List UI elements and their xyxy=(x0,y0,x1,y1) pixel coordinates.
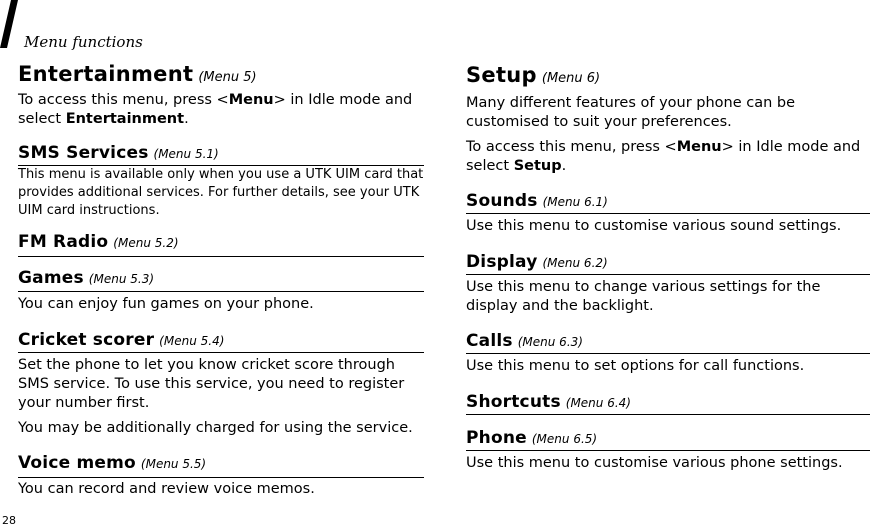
menu-ref: (Menu 6.5) xyxy=(531,432,598,446)
calls-body: Use this menu to set options for call functions. xyxy=(466,358,805,374)
subsection-heading-voice-memo: Voice memo (Menu 5.5) xyxy=(18,453,207,473)
section-heading-setup xyxy=(466,63,600,87)
subsection-heading-sounds: Sounds (Menu 6.1) xyxy=(466,191,608,211)
entertainment-intro: To access this menu, press <Menu> in Idle mode and select Entertainment. xyxy=(18,92,413,127)
divider xyxy=(466,414,870,415)
subsection-heading-shortcuts: Shortcuts (Menu 6.4) xyxy=(466,392,631,412)
target-menu-label: Entertainment xyxy=(65,111,185,127)
subsection-heading-sms-services: SMS Services (Menu 5.1) xyxy=(18,143,219,163)
menu-key-label: Menu xyxy=(228,92,274,108)
header-accent-bar xyxy=(0,0,18,48)
menu-ref: (Menu 5.2) xyxy=(113,236,179,250)
heading-text: Setup xyxy=(466,63,537,87)
menu-ref: (Menu 6.1) xyxy=(542,195,608,209)
games-body: You can enjoy fun games on your phone. xyxy=(18,296,314,312)
display-body: Use this menu to change various settings for the display and the backlight. xyxy=(466,279,821,314)
subsection-heading-calls: Calls (Menu 6.3) xyxy=(466,331,583,351)
divider xyxy=(18,352,424,353)
heading-text: Entertainment xyxy=(18,62,194,86)
setup-description: Many different features of your phone can be customised to suit your preferences. xyxy=(466,95,796,130)
divider xyxy=(466,353,870,354)
menu-ref: (Menu 5) xyxy=(198,70,257,85)
divider xyxy=(466,274,870,275)
subsection-heading-games: Games (Menu 5.3) xyxy=(18,268,155,288)
subsection-heading-cricket-scorer: Cricket scorer (Menu 5.4) xyxy=(18,330,225,350)
cricket-scorer-charge-note: You may be additionally charged for using the service. xyxy=(18,420,413,436)
phone-body: Use this menu to customise various phone settings. xyxy=(466,455,843,471)
sms-services-body: This menu is available only when you use a UTK UIM card that provides additional services. For further details, see your UTK UIM card instructions. xyxy=(18,167,424,218)
menu-ref: (Menu 5.5) xyxy=(140,457,207,471)
menu-key-label: Menu xyxy=(676,139,722,155)
cricket-scorer-body: Set the phone to let you know cricket score through SMS service. To use this service, you need to register your number first. xyxy=(18,357,405,411)
divider xyxy=(18,291,424,292)
menu-ref: (Menu 5.4) xyxy=(159,334,225,348)
divider xyxy=(18,477,424,478)
divider xyxy=(466,213,870,214)
menu-ref: (Menu 5.3) xyxy=(88,272,155,286)
menu-ref: (Menu 6.3) xyxy=(517,335,583,349)
menu-ref: (Menu 6) xyxy=(541,71,601,86)
subsection-heading-fm-radio: FM Radio (Menu 5.2) xyxy=(18,232,179,252)
target-menu-label: Setup xyxy=(513,158,562,174)
sounds-body: Use this menu to customise various sound settings. xyxy=(466,218,842,234)
menu-ref: (Menu 6.2) xyxy=(542,256,608,270)
divider xyxy=(18,256,424,257)
subsection-heading-phone: Phone (Menu 6.5) xyxy=(466,428,598,448)
voice-memo-body: You can record and review voice memos. xyxy=(18,481,315,497)
subsection-heading-display: Display (Menu 6.2) xyxy=(466,252,608,272)
page-number: 28 xyxy=(2,514,16,527)
menu-ref: (Menu 5.1) xyxy=(153,147,219,161)
setup-intro: To access this menu, press <Menu> in Idle mode and select Setup. xyxy=(466,139,861,174)
menu-ref: (Menu 6.4) xyxy=(565,396,631,410)
running-header: Menu functions xyxy=(24,33,143,51)
divider xyxy=(466,450,870,451)
section-heading-entertainment xyxy=(18,62,257,86)
